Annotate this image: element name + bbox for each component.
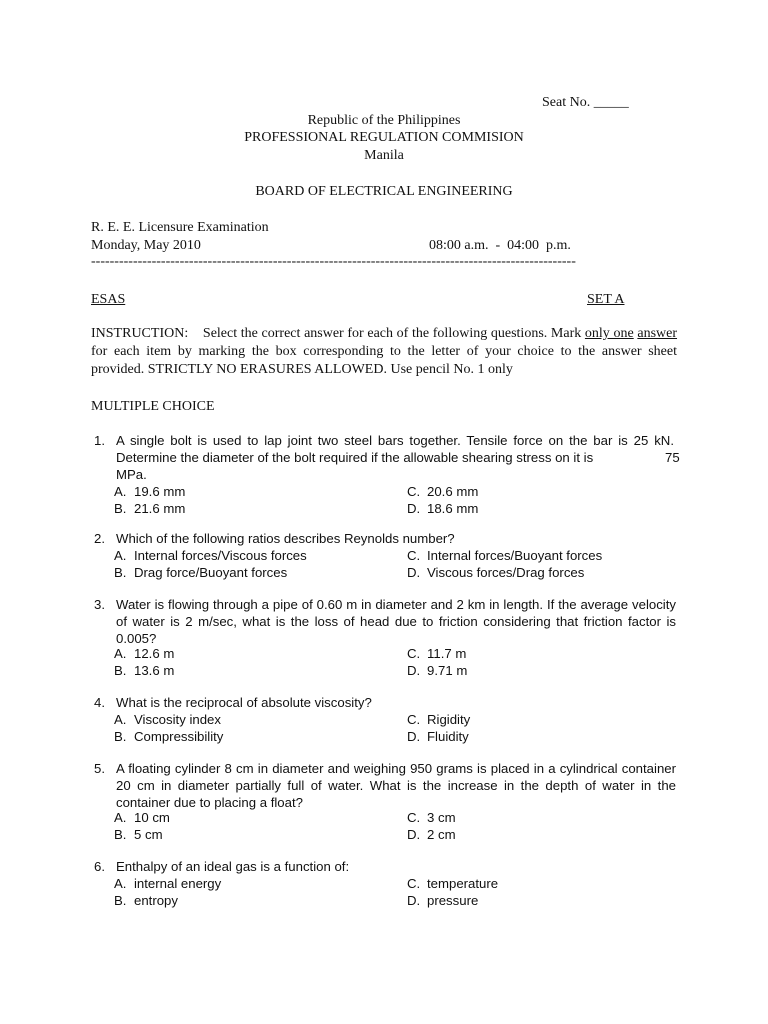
option-text: 3 cm	[427, 810, 456, 825]
subject-label: ESAS	[91, 292, 126, 307]
option-letter: B.	[114, 663, 127, 678]
commission-title: PROFESSIONAL REGULATION COMMISION	[244, 130, 524, 145]
instruction-emphasis-1: only one	[584, 326, 634, 341]
option-text: 19.6 mm	[134, 484, 186, 499]
option-text: 12.6 m	[134, 646, 175, 661]
option-letter: B.	[114, 501, 127, 516]
republic-line: Republic of the Philippines	[307, 113, 461, 128]
option-letter: A.	[114, 712, 127, 727]
set-label: SET A	[587, 292, 625, 307]
divider-line: --------------------------------------------------------------------------------------------------------	[91, 254, 576, 269]
option-letter: A.	[114, 646, 127, 661]
section-heading: MULTIPLE CHOICE	[91, 399, 215, 414]
option-text: 13.6 m	[134, 663, 175, 678]
option-letter: D.	[407, 893, 421, 908]
option-text: Rigidity	[427, 712, 471, 727]
option-letter: D.	[407, 827, 421, 842]
question-text: Water is flowing through a pipe of 0.60 m in diameter and 2 km in length. If the average velocity of water is 2 m/sec, what is the loss of head due to friction considering that friction factor is 0.005?	[116, 597, 676, 646]
question-text: Which of the following ratios describes Reynolds number?	[116, 531, 455, 546]
option-letter: D.	[407, 729, 421, 744]
question-text-body: A single bolt is used to lap joint two steel bars together. Tensile force on the bar is 25 kN. Determine the diameter of the bolt required if the allowable shearing stress on it is	[116, 433, 674, 465]
option-letter: C.	[407, 712, 421, 727]
question-number: 3.	[94, 597, 105, 612]
option-text: Fluidity	[427, 729, 469, 744]
option-text: 2 cm	[427, 827, 456, 842]
option-text: temperature	[427, 876, 499, 891]
question-text	[116, 432, 674, 466]
question-number: 5.	[94, 761, 105, 776]
option-text: Compressibility	[134, 729, 224, 744]
option-letter: C.	[407, 548, 421, 563]
option-text: Internal forces/Buoyant forces	[427, 548, 603, 563]
option-letter: B.	[114, 729, 127, 744]
option-letter: D.	[407, 501, 421, 516]
seat-number: Seat No. _____	[542, 95, 629, 110]
option-letter: A.	[114, 548, 127, 563]
option-text: 9.71 m	[427, 663, 468, 678]
option-letter: B.	[114, 893, 127, 908]
option-text: 21.6 mm	[134, 501, 186, 516]
option-text: Drag force/Buoyant forces	[134, 565, 288, 580]
city-line: Manila	[364, 148, 404, 163]
option-text: 11.7 m	[427, 646, 467, 661]
question-number: 4.	[94, 695, 105, 710]
instruction-text-1: Select the correct answer for each of the following questions. Mark	[202, 326, 585, 341]
option-text: entropy	[134, 893, 178, 908]
question-number: 6.	[94, 859, 105, 874]
option-letter: C.	[407, 876, 421, 891]
option-text: 5 cm	[134, 827, 163, 842]
option-letter: D.	[407, 565, 421, 580]
question-text: What is the reciprocal of absolute viscosity?	[116, 695, 372, 710]
instruction-paragraph	[91, 325, 677, 379]
question-text: Enthalpy of an ideal gas is a function of:	[116, 859, 350, 874]
option-letter: D.	[407, 663, 421, 678]
question-text-unit: MPa.	[116, 467, 147, 482]
exam-date: Monday, May 2010	[91, 238, 201, 253]
option-text: Internal forces/Viscous forces	[134, 548, 307, 563]
board-title: BOARD OF ELECTRICAL ENGINEERING	[255, 184, 513, 199]
option-letter: B.	[114, 827, 127, 842]
option-text: Viscous forces/Drag forces	[427, 565, 585, 580]
option-text: Viscosity index	[134, 712, 221, 727]
exam-time: 08:00 a.m. - 04:00 p.m.	[429, 238, 571, 253]
question-number: 2.	[94, 531, 105, 546]
option-text: 20.6 mm	[427, 484, 479, 499]
option-letter: C.	[407, 810, 421, 825]
option-text: pressure	[427, 893, 479, 908]
option-letter: A.	[114, 876, 127, 891]
option-letter: A.	[114, 484, 127, 499]
exam-name: R. E. E. Licensure Examination	[91, 220, 269, 235]
question-text: A floating cylinder 8 cm in diameter and weighing 950 grams is placed in a cylindrical container 20 cm in diameter partially full of water. What is the increase in the depth of water in the container due to placing a float?	[116, 761, 676, 810]
option-letter: A.	[114, 810, 127, 825]
instruction-emphasis-2: answer	[637, 326, 678, 341]
instruction-text-2: for each item by marking the box corresponding to the letter of your choice to the answer sheet provided. STRICTLY NO ERASURES ALLOWED. Use pencil No. 1 only	[91, 344, 677, 377]
question-number: 1.	[94, 433, 105, 448]
question-text-value: 75	[665, 450, 680, 465]
option-text: 18.6 mm	[427, 501, 479, 516]
option-letter: B.	[114, 565, 127, 580]
instruction-label: INSTRUCTION:	[91, 326, 189, 341]
option-text: internal energy	[134, 876, 222, 891]
option-letter: C.	[407, 646, 421, 661]
option-letter: C.	[407, 484, 421, 499]
option-text: 10 cm	[134, 810, 170, 825]
